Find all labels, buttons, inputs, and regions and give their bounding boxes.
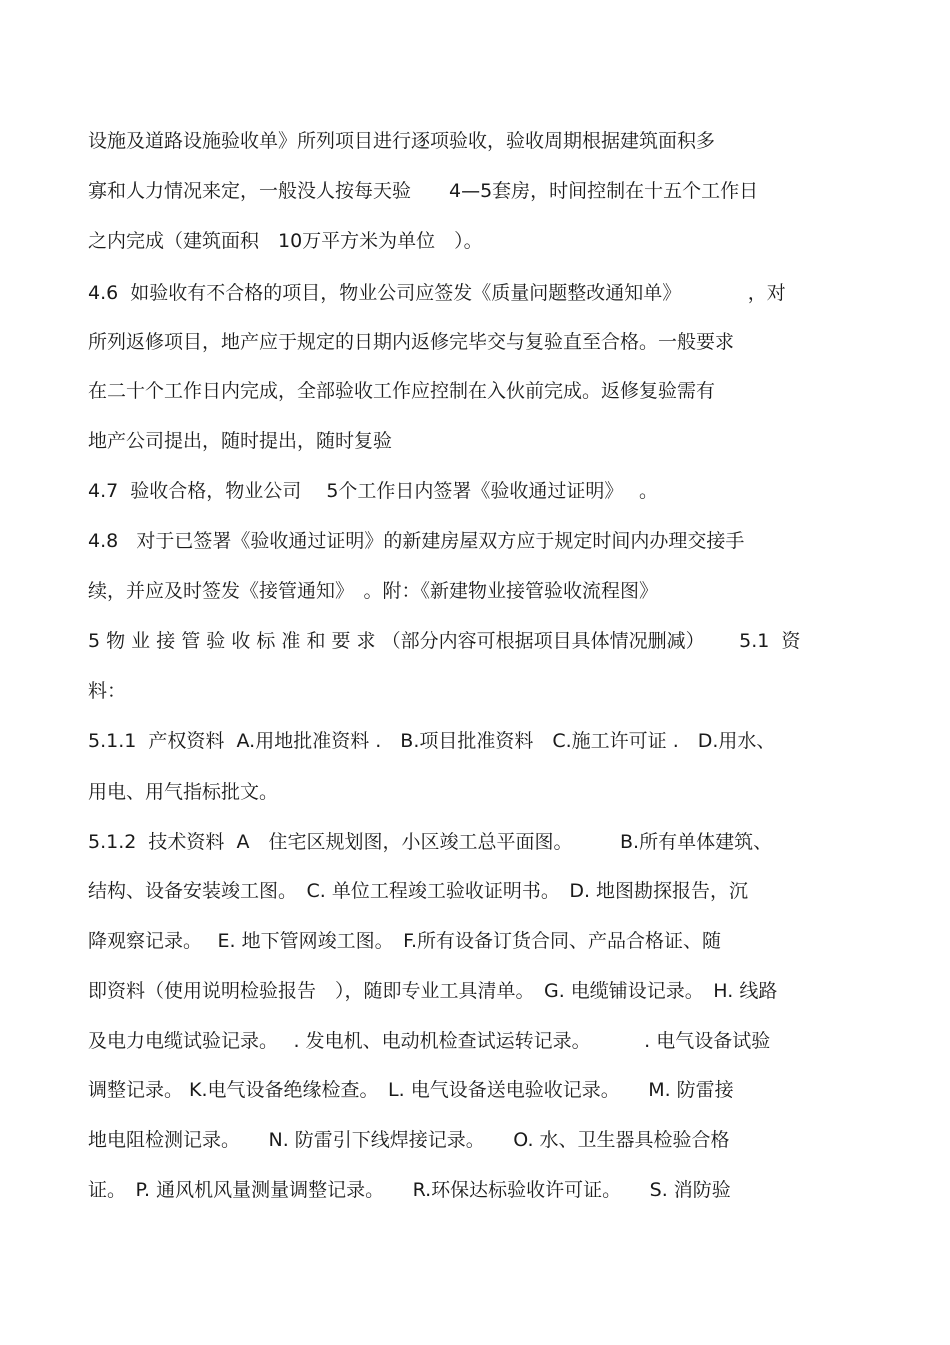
text-line: 及电力电缆试验记录。 . 发电机、电动机检查试运转记录。 . 电气设备试验 [88, 1030, 771, 1052]
text-line: 地产公司提出，随时提出，随时复验 [88, 430, 393, 452]
text-line: 续，并应及时签发《接管通知》 。附：《新建物业接管验收流程图》 [88, 580, 659, 602]
text-line: 设施及道路设施验收单》所列项目进行逐项验收，验收周期根据建筑面积多 [88, 130, 716, 152]
text-line: 结构、设备安装竣工图。 C. 单位工程竣工验收证明书。 D. 地图勘探报告，沉 [88, 880, 749, 902]
text-line: 用电、用气指标批文。 [88, 781, 279, 803]
text-line: 所列返修项目，地产应于规定的日期内返修完毕交与复验直至合格。一般要求 [88, 331, 735, 353]
text-line: 4.7 验收合格，物业公司 5个工作日内签署《验收通过证明》 。 [88, 480, 658, 502]
text-line: 地电阻检测记录。 N. 防雷引下线焊接记录。 O. 水、卫生器具检验合格 [88, 1129, 730, 1151]
text-line: 寡和人力情况来定，一般没人按每天验 4—5套房，时间控制在十五个工作日 [88, 180, 759, 202]
text-line: 4.6 如验收有不合格的项目，物业公司应签发《质量问题整改通知单》 ，对 [88, 282, 786, 304]
text-line: 之内完成（建筑面积 10万平方米为单位 ）。 [88, 230, 483, 252]
text-line: 料： [88, 680, 127, 702]
text-line: 调整记录。 K.电气设备绝缘检查。 L. 电气设备送电验收记录。 M. 防雷接 [88, 1079, 734, 1101]
text-line: 4.8 对于已签署《验收通过证明》的新建房屋双方应于规定时间内办理交接手 [88, 530, 745, 552]
text-line: 5.1.2 技术资料 A 住宅区规划图，小区竣工总平面图。 B.所有单体建筑、 [88, 831, 773, 853]
text-line: 5.1.1 产权资料 A.用地批准资料 . B.项目批准资料 C.施工许可证 . D.用水、 [88, 730, 776, 752]
text-line: 降观察记录。 E. 地下管网竣工图。 F.所有设备订货合同、产品合格证、随 [88, 930, 722, 952]
text-line: 在二十个工作日内完成，全部验收工作应控制在入伙前完成。返修复验需有 [88, 380, 716, 402]
text-line: 证。 P. 通风机风量测量调整记录。 R.环保达标验收许可证。 S. 消防验 [88, 1179, 731, 1201]
text-line: 5 物 业 接 管 验 收 标 准 和 要 求 （部分内容可根据项目具体情况删减） 5.1 资 [88, 630, 801, 652]
text-line: 即资料（使用说明检验报告 ），随即专业工具清单。 G. 电缆铺设记录。 H. 线路 [88, 980, 778, 1002]
